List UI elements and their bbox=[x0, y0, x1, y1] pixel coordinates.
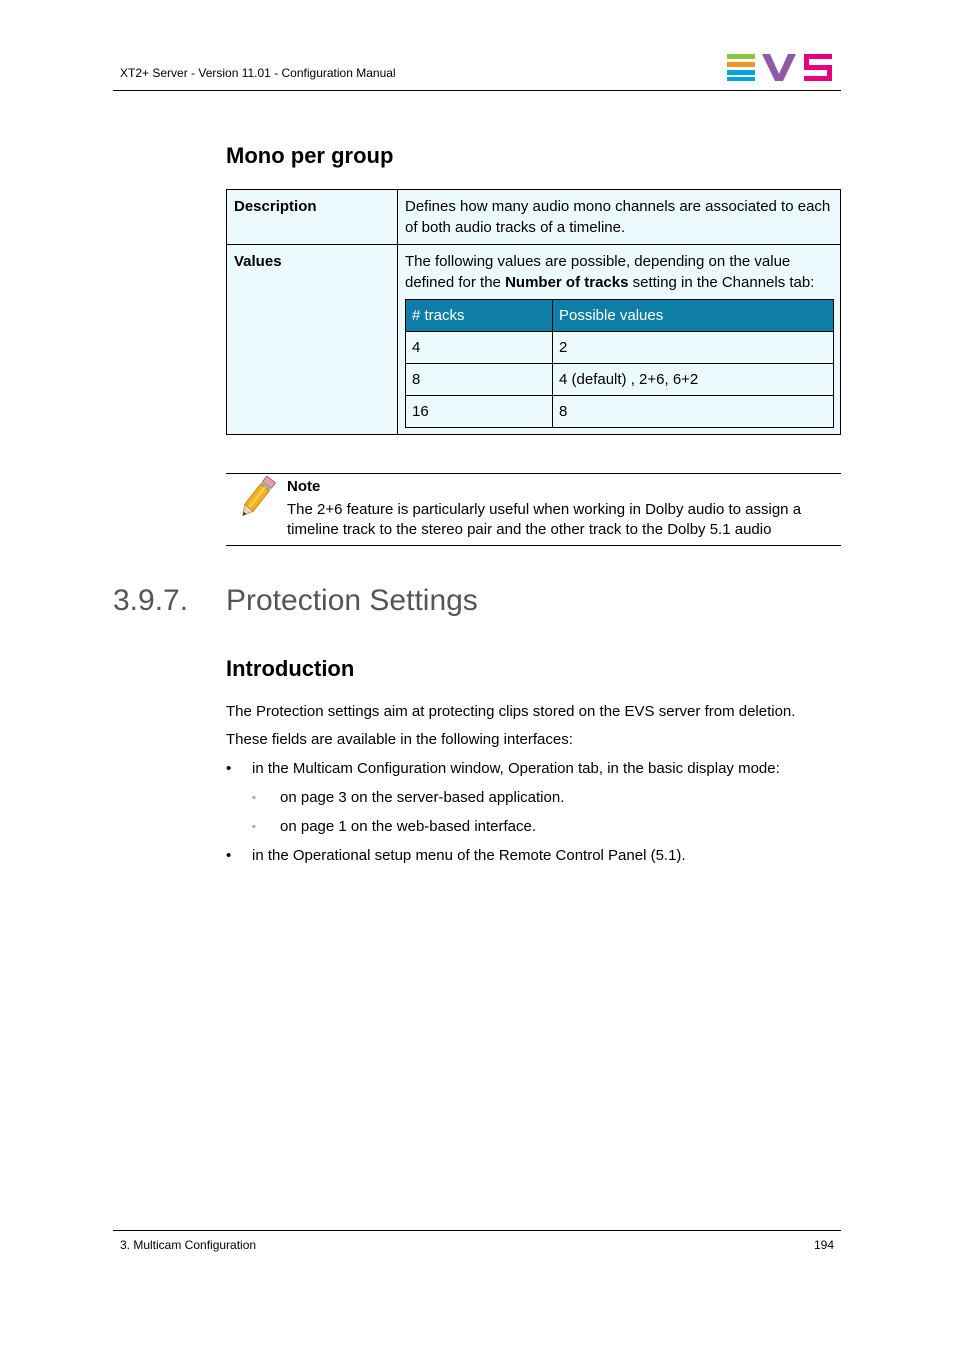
pencil-icon bbox=[232, 476, 280, 520]
values-cell: 2 bbox=[553, 332, 834, 364]
tracks-header: # tracks bbox=[406, 300, 553, 332]
values-cell bbox=[398, 245, 841, 435]
page-number: 194 bbox=[813, 1238, 834, 1252]
bullet-marker: • bbox=[226, 847, 232, 864]
note-bottom-rule bbox=[226, 545, 841, 546]
logo-v bbox=[762, 54, 796, 81]
description-label: Description bbox=[227, 190, 398, 245]
section-number: 3.9.7. bbox=[113, 584, 189, 617]
tracks-cell: 4 bbox=[406, 332, 553, 364]
values-label: Values bbox=[227, 245, 398, 435]
description-text: Defines how many audio mono channels are associated to each of both audio tracks of a timeline. bbox=[398, 190, 841, 245]
values-row bbox=[227, 245, 841, 435]
sub-bullet-marker: ◦ bbox=[252, 792, 256, 804]
mono-per-group-table bbox=[226, 189, 841, 435]
tracks-table bbox=[405, 299, 834, 428]
section-title: Protection Settings bbox=[226, 584, 478, 617]
sub-bullet-marker: ◦ bbox=[252, 821, 256, 833]
logo-s bbox=[804, 54, 832, 81]
intro-paragraph-2: These fields are available in the following interfaces: bbox=[226, 731, 573, 748]
values-intro-end: setting in the Channels tab: bbox=[628, 274, 815, 291]
list-item-text: in the Multicam Configuration window, Operation tab, in the basic display mode: bbox=[252, 760, 780, 777]
footer-rule bbox=[113, 1230, 841, 1231]
table-row bbox=[406, 396, 834, 428]
sub-list-item-text: on page 3 on the server-based application. bbox=[280, 789, 565, 806]
intro-paragraph-1: The Protection settings aim at protecting clips stored on the EVS server from deletion. bbox=[226, 703, 796, 720]
tracks-cell: 16 bbox=[406, 396, 553, 428]
table-row bbox=[406, 364, 834, 396]
sub-list-item-text: on page 1 on the web-based interface. bbox=[280, 818, 537, 835]
values-cell: 8 bbox=[553, 396, 834, 428]
list-item-text: in the Operational setup menu of the Remote Control Panel (5.1). bbox=[252, 847, 686, 864]
values-intro-bold: Number of tracks bbox=[505, 274, 629, 291]
logo-e-bar-1 bbox=[727, 54, 755, 59]
header-title: XT2+ Server - Version 11.01 - Configuration Manual bbox=[120, 66, 396, 80]
table-row bbox=[406, 332, 834, 364]
values-cell: 4 (default) , 2+6, 6+2 bbox=[553, 364, 834, 396]
bullet-marker: • bbox=[226, 760, 232, 777]
values-intro-text: The following values are possible, depending on the value defined for the bbox=[405, 253, 791, 291]
tracks-header-row bbox=[406, 300, 834, 332]
tracks-cell: 8 bbox=[406, 364, 553, 396]
header-rule bbox=[113, 90, 841, 91]
values-intro bbox=[405, 251, 834, 293]
description-row bbox=[227, 190, 841, 245]
possible-values-header: Possible values bbox=[553, 300, 834, 332]
evs-logo bbox=[725, 52, 835, 82]
mono-per-group-heading: Mono per group bbox=[226, 143, 394, 168]
note-text: The 2+6 feature is particularly useful when working in Dolby audio to assign a timeline track to the stereo pair and the other track to the Dolby 5.1 audio bbox=[287, 501, 802, 538]
note-top-rule bbox=[226, 473, 841, 474]
logo-e-bar-4 bbox=[727, 77, 755, 81]
note-title: Note bbox=[287, 478, 321, 495]
logo-e-bar-2 bbox=[727, 62, 755, 67]
introduction-heading: Introduction bbox=[226, 656, 355, 681]
logo-e-bar-3 bbox=[727, 70, 755, 75]
footer-chapter: 3. Multicam Configuration bbox=[120, 1238, 257, 1252]
